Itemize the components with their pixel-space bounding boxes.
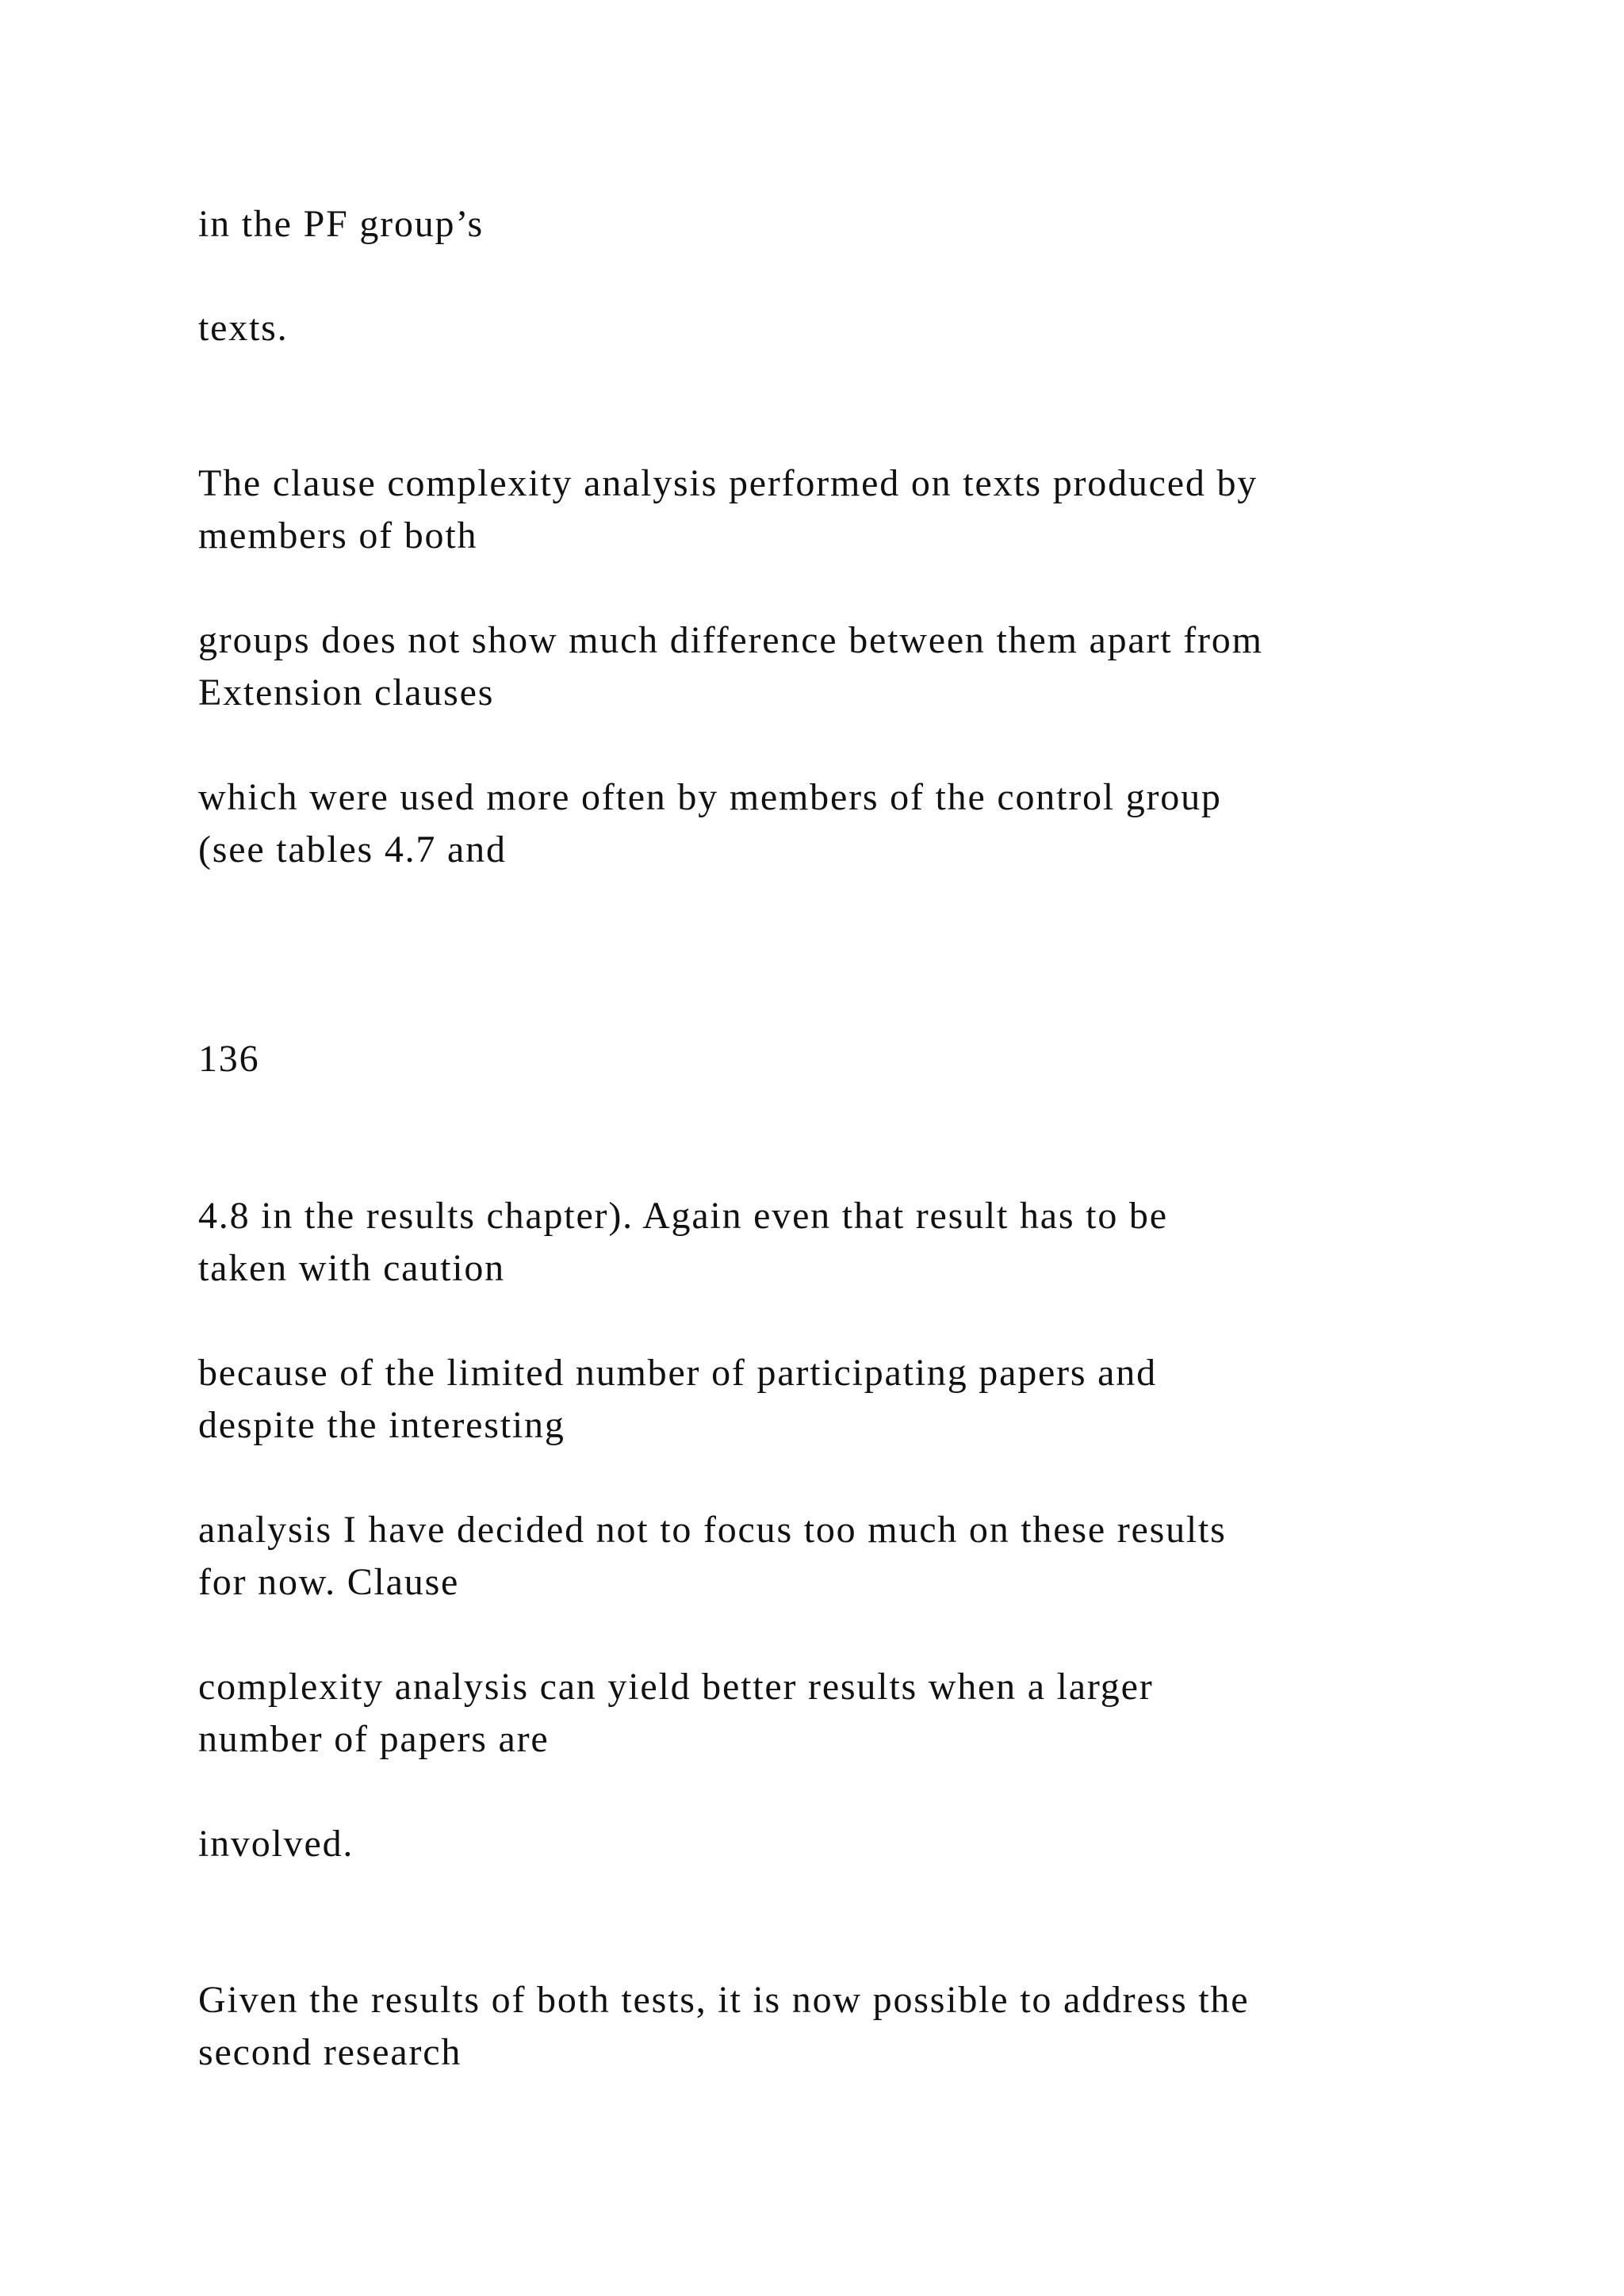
text-line: for now. Clause [198, 1561, 460, 1603]
text-line: because of the limited number of participating papers and [198, 1352, 1157, 1394]
text-line: Given the results of both tests, it is now possible to address the [198, 1979, 1250, 2021]
text-line: despite the interesting [198, 1404, 565, 1446]
text-line: 4.8 in the results chapter). Again even that result has to be [198, 1195, 1168, 1237]
text-line: texts. [198, 307, 289, 349]
text-line: analysis I have decided not to focus too much on these results [198, 1509, 1227, 1551]
text-line: in the PF group’s [198, 203, 484, 245]
text-line: which were used more often by members of the control group [198, 776, 1222, 818]
text-line: second research [198, 2031, 462, 2073]
text-line: groups does not show much difference between them apart from [198, 619, 1263, 661]
text-line: involved. [198, 1823, 354, 1865]
text-line: number of papers are [198, 1718, 550, 1760]
text-line: members of both [198, 515, 478, 557]
text-line: Extension clauses [198, 672, 495, 714]
text-line: The clause complexity analysis performed on texts produced by [198, 462, 1258, 504]
text-line: taken with caution [198, 1247, 505, 1289]
text-line: (see tables 4.7 and [198, 828, 507, 871]
text-line: complexity analysis can yield better results when a larger [198, 1666, 1154, 1708]
page-number: 136 [198, 1038, 260, 1080]
